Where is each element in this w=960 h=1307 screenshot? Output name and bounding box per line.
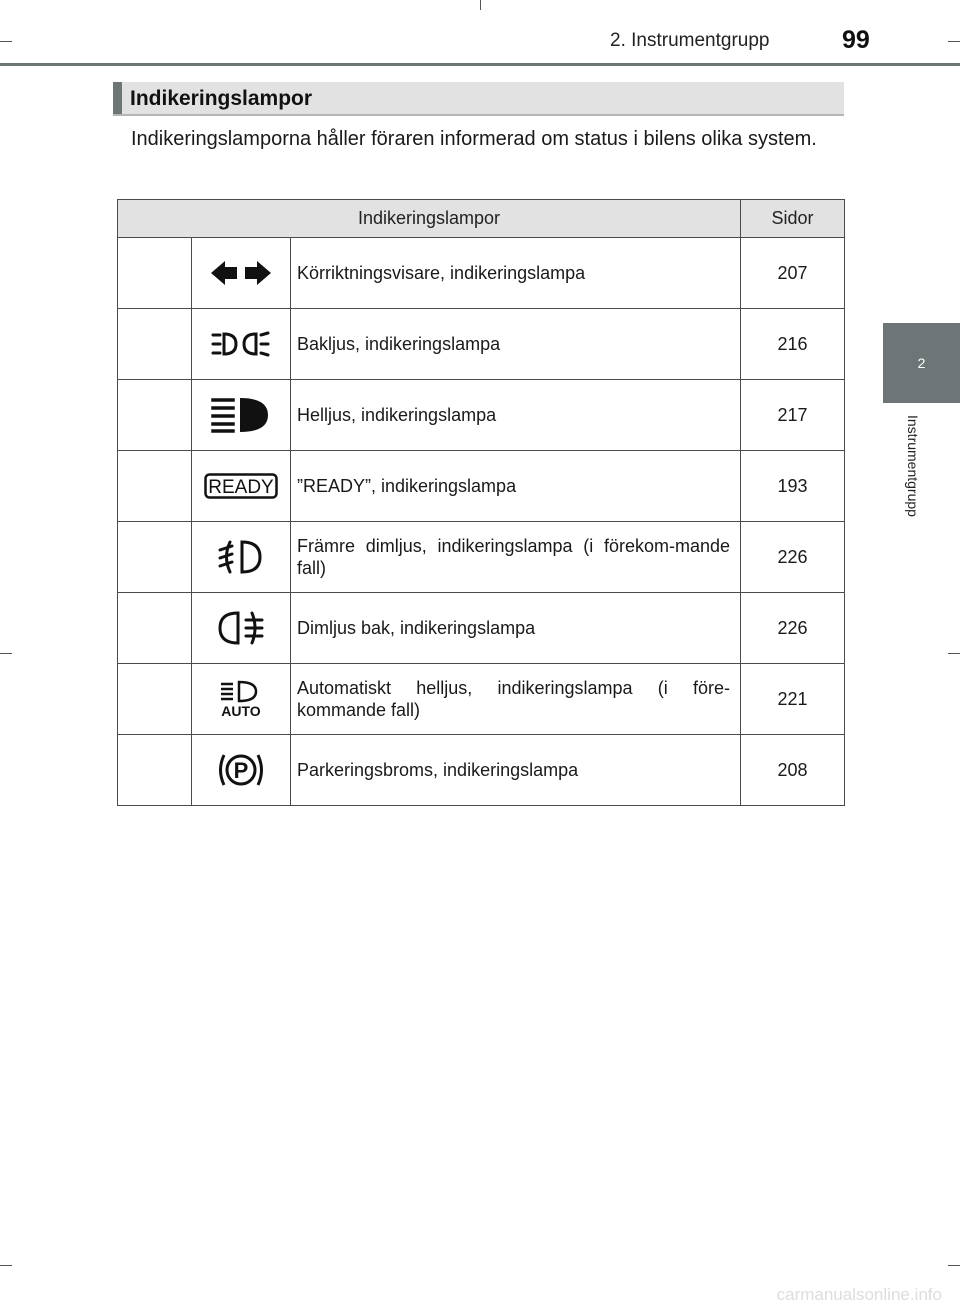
auto-icon-text: AUTO (221, 703, 261, 718)
high-beam-icon (192, 396, 290, 434)
row-page-link[interactable]: 193 (741, 451, 845, 522)
parking-brake-icon-text: P (233, 758, 249, 783)
row-page-link[interactable]: 208 (741, 735, 845, 806)
chapter-tab[interactable] (883, 323, 960, 403)
icon-cell (192, 735, 291, 806)
parking-brake-icon (192, 750, 290, 790)
icon-cell (192, 522, 291, 593)
table-row (118, 238, 845, 309)
icon-cell (192, 593, 291, 664)
watermark (0, 1285, 960, 1307)
blank-cell (118, 451, 192, 522)
page-number: 99 (842, 26, 870, 54)
crop-mark (948, 1265, 960, 1266)
table-row (118, 451, 845, 522)
column-header-lamps: Indikeringslampor (118, 200, 741, 238)
rear-fog-light-icon (192, 610, 290, 646)
row-page-link[interactable]: 221 (741, 664, 845, 735)
indicator-table (117, 199, 845, 806)
icon-cell (192, 451, 291, 522)
icon-cell (192, 380, 291, 451)
blank-cell (118, 522, 192, 593)
ready-icon (192, 473, 290, 499)
row-page-link[interactable]: 207 (741, 238, 845, 309)
chapter-title: 2. Instrumentgrupp (610, 30, 770, 51)
table-row (118, 735, 845, 806)
crop-mark (948, 653, 960, 654)
row-page-link[interactable]: 226 (741, 593, 845, 664)
icon-cell (192, 309, 291, 380)
section-heading-accent (113, 82, 122, 114)
header-divider (0, 63, 960, 66)
blank-cell (118, 238, 192, 309)
crop-mark (0, 653, 12, 654)
auto-high-beam-icon (192, 680, 290, 718)
row-description: Körriktningsvisare, indikeringslampa (291, 238, 741, 309)
crop-mark (0, 1265, 12, 1266)
icon-cell (192, 664, 291, 735)
blank-cell (118, 664, 192, 735)
chapter-tab-label: Instrumentgrupp (905, 415, 921, 517)
crop-mark (480, 0, 481, 10)
table-row (118, 309, 845, 380)
table-row (118, 593, 845, 664)
turn-signal-arrows-icon (192, 258, 290, 288)
table-row (118, 522, 845, 593)
front-fog-light-icon (192, 539, 290, 575)
icon-cell (192, 238, 291, 309)
blank-cell (118, 380, 192, 451)
row-description: Automatiskt helljus, indikeringslampa (i före-kommande fall) (291, 664, 741, 735)
row-description: Främre dimljus, indikeringslampa (i förekom-mande fall) (291, 522, 741, 593)
row-description: Bakljus, indikeringslampa (291, 309, 741, 380)
row-description: Parkeringsbroms, indikeringslampa (291, 735, 741, 806)
watermark-text: carmanualsonline.info (776, 1285, 942, 1304)
row-description: ”READY”, indikeringslampa (291, 451, 741, 522)
row-page-link[interactable]: 226 (741, 522, 845, 593)
table-row (118, 664, 845, 735)
chapter-tab-number: 2 (917, 355, 926, 371)
crop-mark (0, 41, 12, 42)
tail-light-icon (192, 329, 290, 359)
blank-cell (118, 309, 192, 380)
column-header-pages: Sidor (741, 200, 845, 238)
row-page-link[interactable]: 216 (741, 309, 845, 380)
row-description: Dimljus bak, indikeringslampa (291, 593, 741, 664)
section-heading (113, 82, 844, 116)
section-title: Indikeringslampor (130, 87, 313, 110)
row-description: Helljus, indikeringslampa (291, 380, 741, 451)
table-header-row (118, 200, 845, 238)
ready-icon-text: READY (208, 477, 274, 498)
row-page-link[interactable]: 217 (741, 380, 845, 451)
blank-cell (118, 735, 192, 806)
crop-mark (948, 41, 960, 42)
table-row (118, 380, 845, 451)
blank-cell (118, 593, 192, 664)
intro-paragraph: Indikeringslamporna håller föraren informerad om status i bilens olika system. (131, 128, 817, 150)
